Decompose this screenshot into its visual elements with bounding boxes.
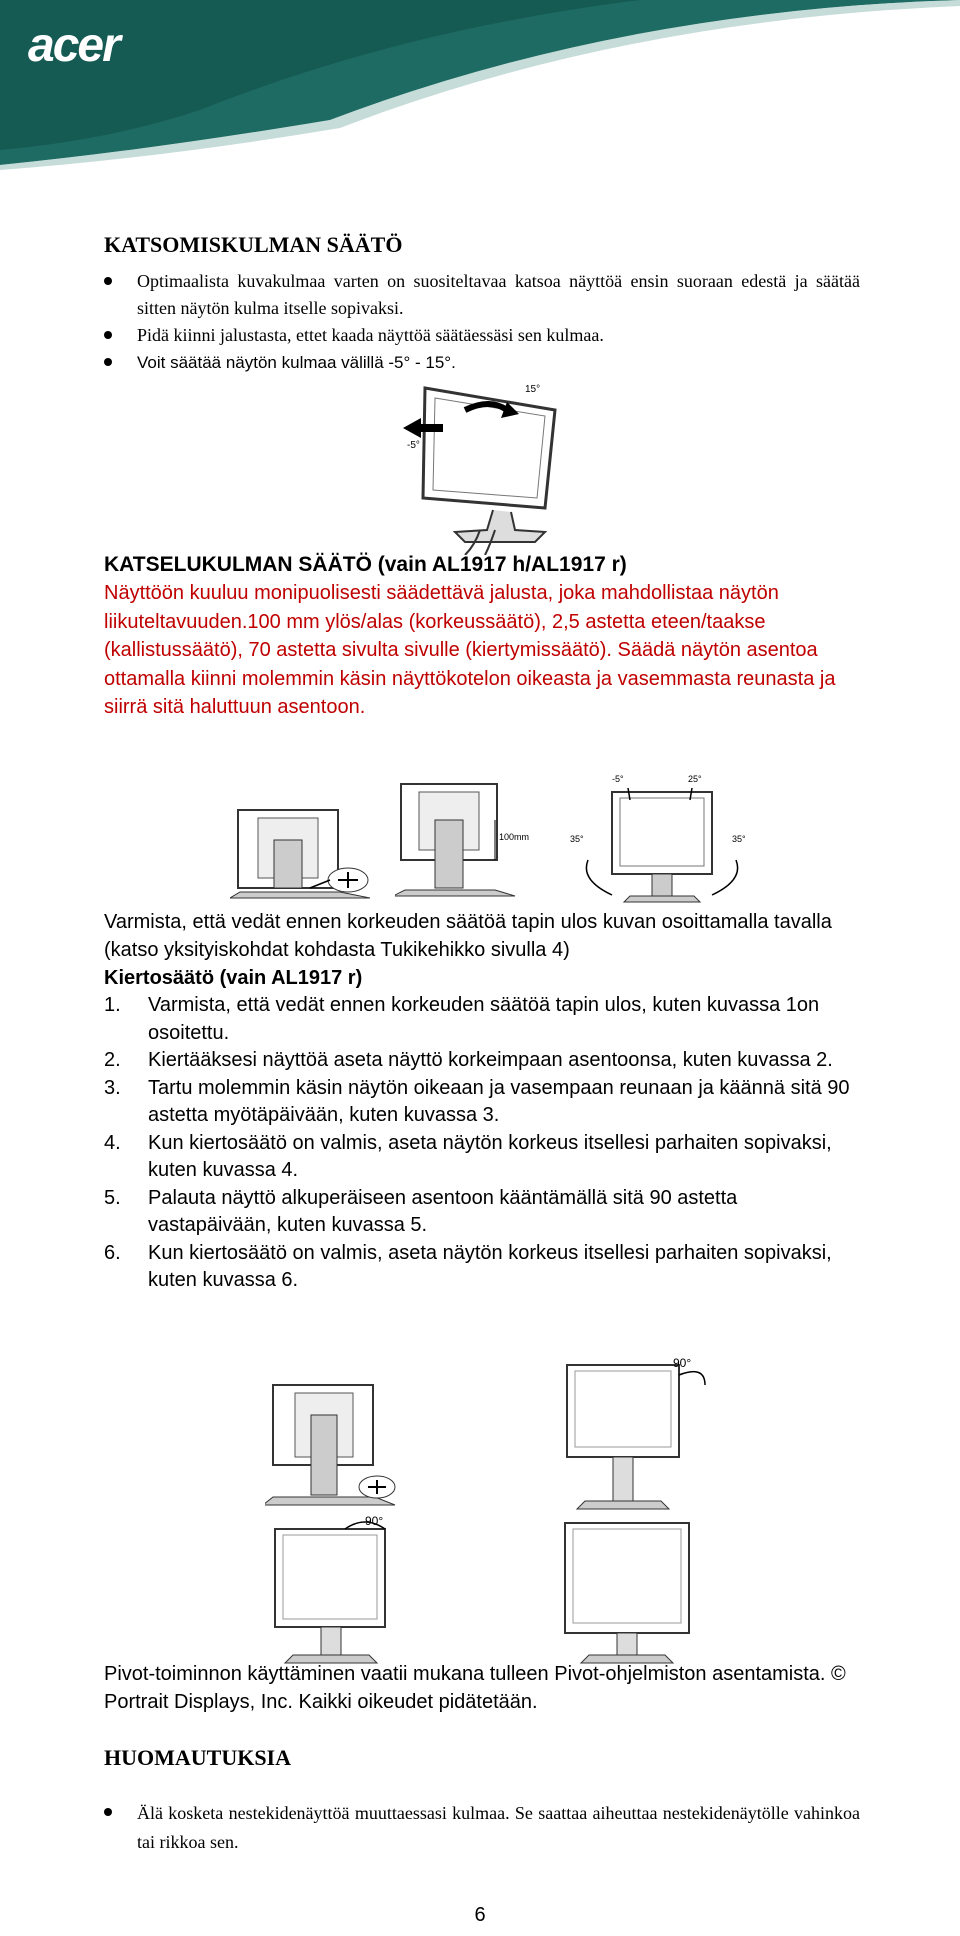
step-number: 2.: [104, 1049, 121, 1071]
header-swoosh: [0, 0, 960, 170]
step-item: [104, 1047, 856, 1075]
step-text: Kun kiertosäätö on valmis, aseta näytön korkeus itsellesi parhaiten sopivaksi, kuten kuvassa 4.: [148, 1131, 832, 1181]
step-text: Varmista, että vedät ennen korkeuden säätöä tapin ulos, kuten kuvassa 1on osoitettu.: [148, 994, 820, 1044]
step-text: Kun kiertosäätö on valmis, aseta näytön korkeus itsellesi parhaiten sopivaksi, kuten kuvassa 6.: [148, 1241, 832, 1291]
see-details-note: (katso yksityiskohdat kohdasta Tukikehikko sivulla 4): [104, 939, 570, 961]
step-item: [104, 1240, 856, 1295]
step-text: Palauta näyttö alkuperäiseen asentoon kääntämällä sitä 90 astetta vastapäivään, kuten kuvassa 5.: [148, 1186, 738, 1236]
section-viewing-angle: [104, 232, 860, 376]
pin-release-figure: [230, 780, 400, 900]
step-item: [104, 1185, 856, 1240]
header-banner: [0, 0, 960, 170]
height-label: 100mm: [499, 832, 530, 842]
section-title: HUOMAUTUKSIA: [104, 1745, 292, 1770]
tilt-forward-label: 25°: [688, 774, 702, 784]
pin-instruction: Varmista, että vedät ennen korkeuden säätöä tapin ulos kuvan osoittamalla tavalla: [104, 911, 832, 933]
tilt-figure: [395, 380, 595, 555]
height-adjust-figure: [395, 780, 555, 900]
swivel-figure: [560, 770, 760, 905]
step-item: [104, 1075, 856, 1130]
list-item: Optimaalista kuvakulmaa varten on suositeltavaa katsoa näyttöä ensin suoraan edestä ja säätää sitten näytön kulma itselle sopivaksi.: [104, 268, 860, 322]
section-notes: [104, 1745, 860, 1857]
step-number: 5.: [104, 1186, 121, 1209]
list-item: Pidä kiinni jalustasta, ettet kaada näyttöä säätäessäsi sen kulmaa.: [104, 322, 860, 349]
step-number: 1.: [104, 994, 121, 1016]
section-title: KATSELUKULMAN SÄÄTÖ (vain AL1917 h/AL1917 r): [104, 553, 627, 576]
list-item: Voit säätää näytön kulmaa välillä -5° - 15°.: [104, 349, 860, 376]
step-number: 4.: [104, 1131, 121, 1154]
swivel-right-label: 35°: [732, 834, 746, 844]
rotation-label: 90°: [365, 1515, 384, 1528]
rotation-label: 90°: [673, 1356, 692, 1370]
list-item: Älä kosketa nestekidenäyttöä muuttaessasi kulmaa. Se saattaa aiheuttaa nestekidenäytölle vahinkoa tai rikkoa sen.: [104, 1799, 860, 1857]
swivel-left-label: 35°: [570, 834, 584, 844]
rotation-step2-figure: [555, 1355, 725, 1515]
subsection-title: Kiertosäätö (vain AL1917 r): [104, 967, 363, 989]
rotation-step1-figure: [265, 1375, 405, 1515]
rotation-step3-figure: [265, 1515, 415, 1665]
bullet-list: [104, 268, 860, 376]
angle-label-back: 15°: [525, 384, 541, 395]
step-number: 3.: [104, 1076, 121, 1099]
bullet-list: [104, 1799, 860, 1857]
rotation-step4-figure: [555, 1515, 715, 1665]
pivot-software-note: Pivot-toiminnon käyttäminen vaatii mukana tulleen Pivot-ohjelmiston asentamista. © Portrait Displays, Inc. Kaikki oikeudet pidätetään.: [104, 1663, 846, 1713]
section-paragraph: Näyttöön kuuluu monipuolisesti säädettävä jalusta, joka mahdollistaa näytön liikuteltavuuden.100 mm ylös/alas (korkeussäätö), 2,5 astetta eteen/taakse (kallistussäätö), 70 astetta sivulta sivulle (kiertymissäätö). Säädä näytön asentoa ottamalla kiinni molemmin käsin näyttökotelon oikeasta ja vasemmasta reunasta ja siirrä sitä haluttuun asentoon.: [104, 582, 836, 718]
tilt-back-label: -5°: [612, 774, 624, 784]
acer-logo: acer: [28, 19, 119, 72]
angle-label-front: -5°: [407, 440, 420, 451]
section-stand-adjust: [104, 553, 860, 722]
step-text: Tartu molemmin käsin näytön oikeaan ja vasempaan reunaan ja käännä sitä 90 astetta myötäpäivään, kuten kuvassa 3.: [148, 1076, 850, 1126]
step-number: 6.: [104, 1241, 121, 1264]
steps-list: [104, 992, 856, 1295]
page-number: 6: [474, 1904, 486, 1926]
step-text: Kiertääksesi näyttöä aseta näyttö korkeimpaan asentoonsa, kuten kuvassa 2.: [148, 1049, 833, 1071]
step-item: [104, 1130, 856, 1185]
step-item: [104, 992, 856, 1047]
section-pivot: [104, 908, 856, 1295]
section-title: KATSOMISKULMAN SÄÄTÖ: [104, 232, 403, 257]
